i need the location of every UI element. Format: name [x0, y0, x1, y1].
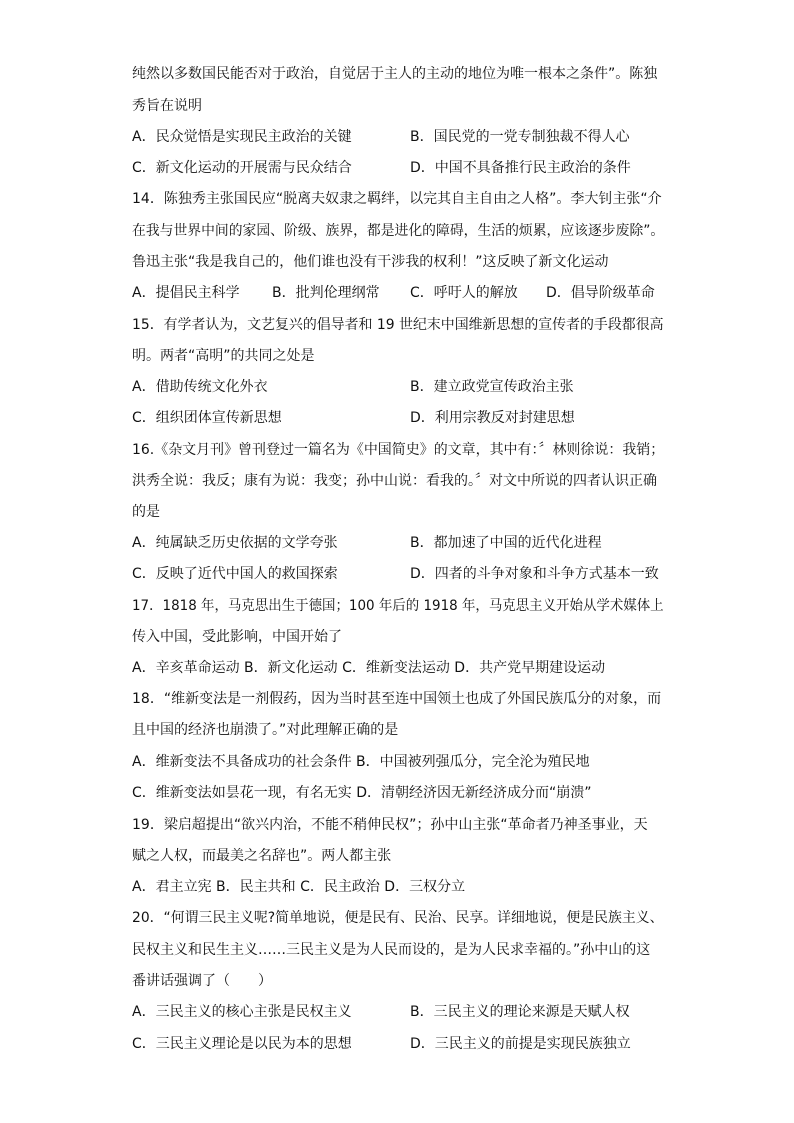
q20-option-a: A．三民主义的核心主张是民权主义 — [132, 1004, 352, 1020]
q16-stem-line-3: 的是 — [132, 504, 160, 520]
q13-option-d: D．中国不具备推行民主政治的条件 — [410, 160, 631, 176]
q20-option-d: D．三民主义的前提是实现民族独立 — [410, 1036, 631, 1052]
q14-option-d: D．倡导阶级革命 — [546, 285, 655, 301]
q15-option-c: C．组织团体宣传新思想 — [132, 410, 282, 426]
q15-stem-line-2: 明。两者“高明”的共同之处是 — [132, 348, 315, 364]
q16-stem-line-1: 16.《杂文月刊》曾刊登过一篇名为《中国简史》的文章，其中有：〞林则徐说：我销； — [132, 442, 665, 458]
q15-option-d: D．利用宗教反对封建思想 — [410, 410, 575, 426]
q15-stem-line-1: 15．有学者认为，文艺复兴的倡导者和 19 世纪末中国维新思想的宣传者的手段都很高 — [132, 317, 664, 333]
q13-stem-line-1: 纯然以多数国民能否对于政治，自觉居于主人的主动的地位为唯一根本之条件”。陈独 — [132, 66, 658, 82]
q15-option-b: B．建立政党宣传政治主张 — [410, 379, 574, 395]
q16-option-d: D．四者的斗争对象和斗争方式基本一致 — [410, 566, 659, 582]
q16-option-b: B．都加速了中国的近代化进程 — [410, 535, 602, 551]
q18-stem-line-1: 18．“维新变法是一剂假药，因为当时甚至连中国领土也成了外国民族瓜分的对象，而 — [132, 691, 662, 707]
q14-stem-line-3: 鲁迅主张“我是我自己的，他们谁也没有干涉我的权利！”这反映了新文化运动 — [132, 254, 609, 270]
q19-stem-line-2: 赋之人权，而最美之名辞也”。两人都主张 — [132, 848, 392, 864]
q16-option-a: A．纯属缺乏历史依据的文学夸张 — [132, 535, 338, 551]
q13-stem-line-2: 秀旨在说明 — [132, 98, 202, 114]
q20-stem-line-1: 20．“何谓三民主义呢?简单地说，便是民有、民治、民享。详细地说，便是民族主义、 — [132, 910, 664, 926]
q17-stem-line-2: 传入中国，受此影响，中国开始了 — [132, 629, 342, 645]
q19-options: A．君主立宪 B．民主共和 C．民主政治 D．三权分立 — [132, 879, 466, 895]
q20-stem-line-3: 番讲话强调了（ ） — [132, 973, 272, 989]
q13-option-a: A．民众觉悟是实现民主政治的关键 — [132, 129, 352, 145]
q19-stem-line-1: 19．梁启超提出“欲兴内治，不能不稍伸民权”；孙中山主张“革命者乃神圣事业，天 — [132, 817, 648, 833]
q18-stem-line-2: 且中国的经济也崩溃了。”对此理解正确的是 — [132, 722, 399, 738]
q14-stem-line-2: 在我与世界中间的家园、阶级、族界，都是进化的障碍，生活的烦累，应该逐步废除”。 — [132, 223, 665, 239]
q15-option-a: A．借助传统文化外衣 — [132, 379, 268, 395]
q20-stem-line-2: 民权主义和民生主义……三民主义是为人民而设的，是为人民求幸福的。”孙中山的这 — [132, 942, 651, 958]
q17-options: A．辛亥革命运动 B．新文化运动 C．维新变法运动 D．共产党早期建设运动 — [132, 660, 606, 676]
q18-options-line-1: A．维新变法不具备成功的社会条件 B．中国被列强瓜分，完全沦为殖民地 — [132, 754, 590, 770]
q18-options-line-2: C．维新变法如昙花一现，有名无实 D．清朝经济因无新经济成分而“崩溃” — [132, 785, 592, 801]
q20-option-b: B．三民主义的理论来源是天赋人权 — [410, 1004, 630, 1020]
q14-stem-line-1: 14．陈独秀主张国民应“脱离夫奴隶之羁绊，以完其自主自由之人格”。李大钊主张“介 — [132, 191, 662, 207]
q14-option-b: B．批判伦理纲常 — [272, 285, 380, 301]
q14-option-a: A．提倡民主科学 — [132, 285, 240, 301]
q16-stem-line-2: 洪秀全说：我反；康有为说：我变；孙中山说：看我的。〞对文中所说的四者认识正确 — [132, 473, 657, 489]
q14-option-c: C．呼吁人的解放 — [410, 285, 518, 301]
q20-option-c: C．三民主义理论是以民为本的思想 — [132, 1036, 352, 1052]
q13-option-b: B．国民党的一党专制独裁不得人心 — [410, 129, 630, 145]
q16-option-c: C．反映了近代中国人的救国探索 — [132, 566, 338, 582]
q13-option-c: C．新文化运动的开展需与民众结合 — [132, 160, 352, 176]
q17-stem-line-1: 17．1818 年，马克思出生于德国；100 年后的 1918 年，马克思主义开始从学术媒体上 — [132, 598, 664, 614]
